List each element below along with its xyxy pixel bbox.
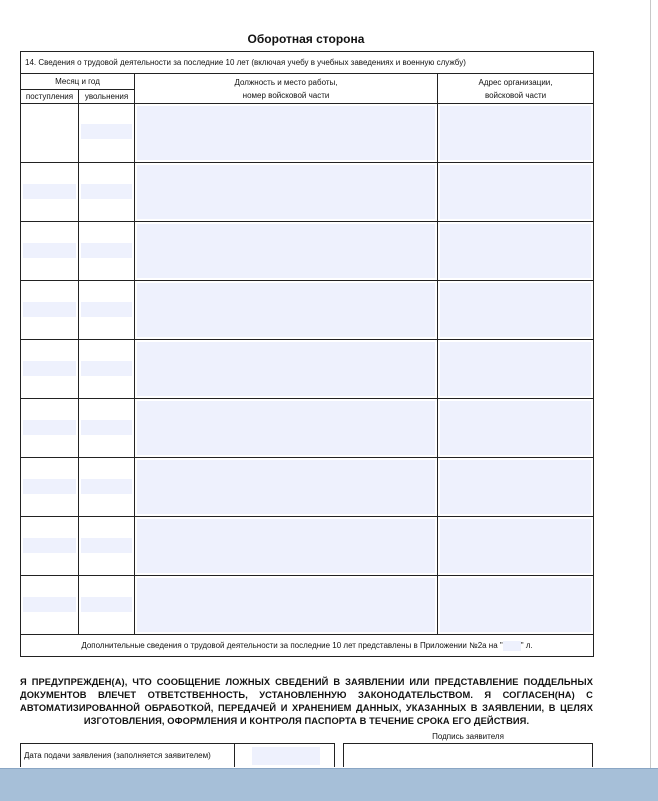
date-label: Дата подачи заявления (заполняется заявителем) xyxy=(24,751,211,760)
address-cell[interactable] xyxy=(438,340,594,399)
month-year-header: Месяц и год xyxy=(21,74,135,90)
dismissal-input[interactable] xyxy=(81,243,132,258)
position-input[interactable] xyxy=(137,165,435,219)
dismissal-cell[interactable] xyxy=(79,340,135,399)
dismissal-cell[interactable] xyxy=(79,399,135,458)
table-row xyxy=(21,163,594,222)
position-input[interactable] xyxy=(137,401,435,455)
additional-info-suffix: " л. xyxy=(520,640,533,650)
address-cell[interactable] xyxy=(438,281,594,340)
position-header xyxy=(135,74,438,104)
address-input[interactable] xyxy=(440,165,591,219)
address-cell[interactable] xyxy=(438,222,594,281)
admission-cell[interactable] xyxy=(21,222,79,281)
admission-input[interactable] xyxy=(23,420,76,435)
table-row xyxy=(21,340,594,399)
section-heading: 14. Сведения о трудовой деятельности за последние 10 лет (включая учебу в учебных заведениях и военную службу) xyxy=(21,52,594,74)
dismissal-cell[interactable] xyxy=(79,163,135,222)
dismissal-cell[interactable] xyxy=(79,222,135,281)
table-row xyxy=(21,222,594,281)
address-cell[interactable] xyxy=(438,163,594,222)
address-cell[interactable] xyxy=(438,399,594,458)
position-cell[interactable] xyxy=(135,399,438,458)
position-cell[interactable] xyxy=(135,104,438,163)
table-row xyxy=(21,458,594,517)
table-row xyxy=(21,517,594,576)
position-cell[interactable] xyxy=(135,517,438,576)
admission-input[interactable] xyxy=(23,184,76,199)
address-input[interactable] xyxy=(440,578,591,632)
address-input[interactable] xyxy=(440,106,591,160)
date-box xyxy=(20,743,335,767)
legal-warning: Я ПРЕДУПРЕЖДЕН(А), ЧТО СООБЩЕНИЕ ЛОЖНЫХ СВЕДЕНИЙ В ЗАЯВЛЕНИИ ИЛИ ПРЕДСТАВЛЕНИЕ ПОДДЕЛЬНЫХ ДОКУМЕНТОВ ВЛЕЧЕТ ОТВЕТСТВЕННОСТЬ, УСТАНОВЛЕННУЮ ЗАКОНОДАТЕЛЬСТВОМ. Я СОГЛАСЕН(НА) С АВТОМАТИЗИРОВАННОЙ ОБРАБОТКОЙ, ПЕРЕДАЧЕЙ И ХРАНЕНИЕМ ДАННЫХ, УКАЗАННЫХ В ЗАЯВЛЕНИИ, В ЦЕЛЯХ ИЗГОТОВЛЕНИЯ, ОФОРМЛЕНИЯ И КОНТРОЛЯ ПАСПОРТА В ТЕЧЕНИЕ СРОКА ЕГО ДЕЙСТВИЯ. xyxy=(20,677,593,726)
address-cell[interactable] xyxy=(438,576,594,635)
position-input[interactable] xyxy=(137,519,435,573)
table-row xyxy=(21,576,594,635)
table-row xyxy=(21,281,594,340)
viewer-bottom-bar xyxy=(0,768,658,801)
dismissal-cell[interactable] xyxy=(79,281,135,340)
signature-label: Подпись заявителя xyxy=(432,732,504,741)
dismissal-input[interactable] xyxy=(81,538,132,553)
admission-input[interactable] xyxy=(23,538,76,553)
table-row xyxy=(21,104,594,163)
dismissal-cell[interactable] xyxy=(79,576,135,635)
position-cell[interactable] xyxy=(135,222,438,281)
admission-input[interactable] xyxy=(23,597,76,612)
position-cell[interactable] xyxy=(135,281,438,340)
position-input[interactable] xyxy=(137,106,435,160)
address-input[interactable] xyxy=(440,283,591,337)
position-cell[interactable] xyxy=(135,458,438,517)
dismissal-header: увольнения xyxy=(79,90,135,104)
additional-info-row xyxy=(21,635,594,657)
pages-count-input[interactable] xyxy=(503,641,521,651)
employment-history-table xyxy=(20,51,594,657)
address-input[interactable] xyxy=(440,224,591,278)
address-header-line2: войсковой части xyxy=(484,90,547,100)
dismissal-cell[interactable] xyxy=(79,104,135,163)
admission-cell[interactable] xyxy=(21,576,79,635)
admission-cell[interactable] xyxy=(21,340,79,399)
position-cell[interactable] xyxy=(135,340,438,399)
date-divider xyxy=(234,744,235,767)
admission-cell[interactable] xyxy=(21,104,79,163)
signature-box[interactable] xyxy=(343,743,593,767)
dismissal-input[interactable] xyxy=(81,302,132,317)
address-cell[interactable] xyxy=(438,458,594,517)
position-input[interactable] xyxy=(137,578,435,632)
address-header xyxy=(438,74,594,104)
dismissal-cell[interactable] xyxy=(79,458,135,517)
dismissal-input[interactable] xyxy=(81,597,132,612)
admission-header: поступления xyxy=(21,90,79,104)
additional-info-prefix: Дополнительные сведения о трудовой деятельности за последние 10 лет представлены в Приложении №2а на " xyxy=(81,640,503,650)
dismissal-input[interactable] xyxy=(81,184,132,199)
address-header-line1: Адрес организации, xyxy=(478,77,553,87)
position-header-line1: Должность и место работы, xyxy=(234,77,338,87)
address-input[interactable] xyxy=(440,519,591,573)
date-input[interactable] xyxy=(252,747,320,765)
dismissal-input[interactable] xyxy=(81,361,132,376)
position-header-line2: номер войсковой части xyxy=(242,90,330,100)
address-cell[interactable] xyxy=(438,517,594,576)
admission-input[interactable] xyxy=(23,479,76,494)
position-input[interactable] xyxy=(137,224,435,278)
position-cell[interactable] xyxy=(135,576,438,635)
address-input[interactable] xyxy=(440,460,591,514)
admission-cell[interactable] xyxy=(21,458,79,517)
page-title: Оборотная сторона xyxy=(247,32,365,46)
address-input[interactable] xyxy=(440,342,591,396)
address-cell[interactable] xyxy=(438,104,594,163)
position-input[interactable] xyxy=(137,342,435,396)
address-input[interactable] xyxy=(440,401,591,455)
admission-input[interactable] xyxy=(23,243,76,258)
admission-cell[interactable] xyxy=(21,517,79,576)
dismissal-cell[interactable] xyxy=(79,517,135,576)
dismissal-input[interactable] xyxy=(81,420,132,435)
admission-cell[interactable] xyxy=(21,163,79,222)
admission-input[interactable] xyxy=(23,361,76,376)
table-row xyxy=(21,399,594,458)
admission-cell[interactable] xyxy=(21,281,79,340)
admission-input[interactable] xyxy=(23,302,76,317)
dismissal-input[interactable] xyxy=(81,479,132,494)
position-input[interactable] xyxy=(137,460,435,514)
position-cell[interactable] xyxy=(135,163,438,222)
dismissal-input[interactable] xyxy=(81,124,132,139)
position-input[interactable] xyxy=(137,283,435,337)
admission-cell[interactable] xyxy=(21,399,79,458)
